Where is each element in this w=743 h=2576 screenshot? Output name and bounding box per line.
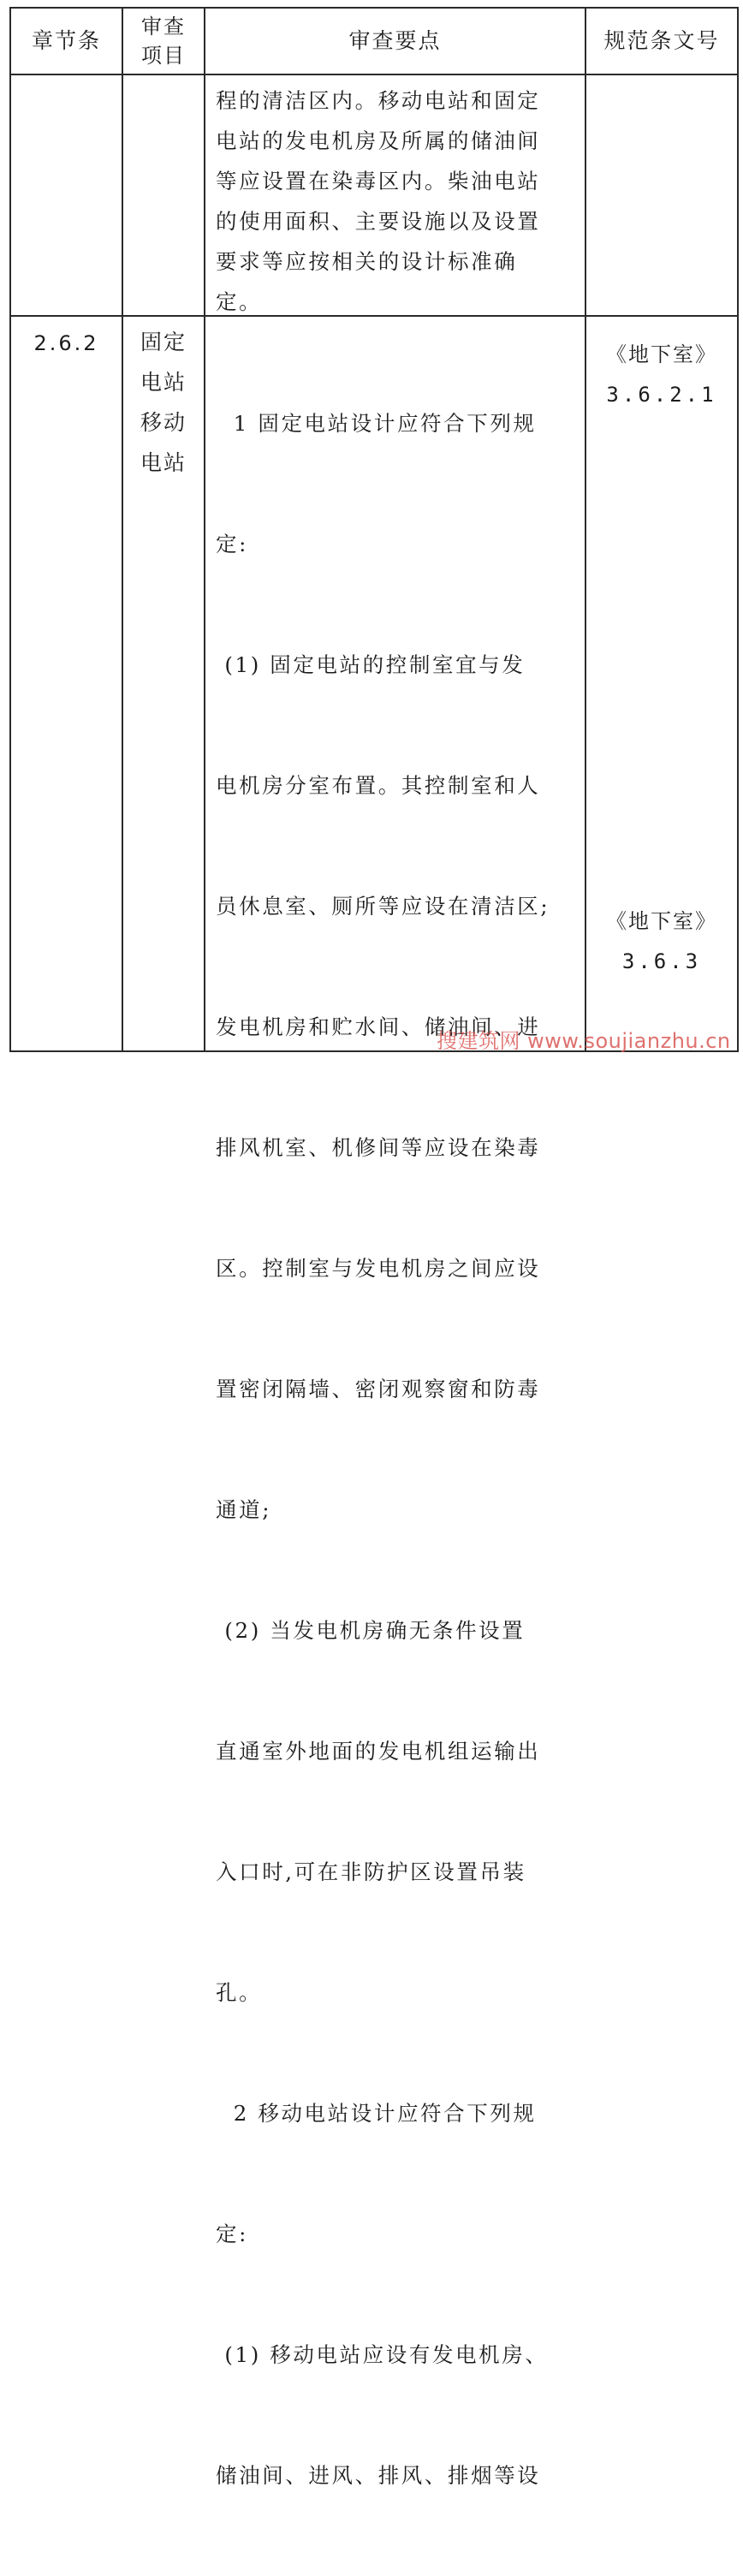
text-line: 员休息室、厕所等应设在清洁区; [216, 894, 550, 919]
reference-1 [586, 335, 737, 415]
text-line: (1) 移动电站应设有发电机房、 [216, 2342, 549, 2367]
col-divider-3 [585, 9, 586, 1050]
text-line: 发电机房和贮水间、储油间、进 [216, 1014, 541, 1039]
header-divider [11, 74, 737, 75]
text-line: 区。控制室与发电机房之间应设 [216, 1256, 541, 1281]
reference-2 [586, 901, 737, 982]
reference-2-title: 《地下室》 [606, 909, 717, 933]
reference-1-code: 3.6.2.1 [606, 383, 717, 407]
text-line: (2) 当发电机房确无条件设置 [216, 1618, 526, 1643]
header-item-line2: 项目 [141, 44, 186, 68]
item-line: 移动 [140, 410, 187, 435]
text-line: 置密闭隔墙、密闭观察窗和防毒 [216, 1377, 541, 1401]
text-line: 1 固定电站设计应符合下列规 [216, 411, 537, 436]
header-reference [586, 9, 737, 74]
header-points [205, 9, 585, 74]
item-name [123, 322, 204, 483]
header-item-line1: 审查 [141, 15, 186, 39]
text-line: 电站的发电机房及所属的储油间 [216, 128, 541, 153]
text-line: 电机房分室布置。其控制室和人 [216, 773, 541, 798]
col-divider-1 [122, 9, 123, 1050]
continuation-text [216, 80, 582, 322]
header-points-label: 审查要点 [348, 28, 442, 53]
text-line: 定。 [216, 289, 263, 314]
item-line: 电站 [140, 370, 187, 395]
review-table [9, 7, 739, 2488]
text-line: 定: [216, 2222, 248, 2246]
text-line: 储油间、进风、排风、排烟等设 [216, 2463, 541, 2488]
text-line: 入口时,可在非防护区设置吊装 [216, 1859, 526, 1884]
text-line: 定: [216, 532, 248, 556]
item-line: 固定 [140, 330, 187, 354]
section-number-text: 2.6.2 [33, 331, 99, 355]
text-line: 要求等应按相关的设计标准确 [216, 249, 518, 274]
site-watermark: 搜建筑网 www.soujianzhu.cn [437, 1029, 731, 1053]
section-number [11, 329, 122, 358]
header-item [123, 9, 204, 74]
reference-2-code: 3.6.3 [621, 949, 702, 973]
text-line: 排风机室、机修间等应设在染毒 [216, 1135, 541, 1160]
text-line: 程的清洁区内。移动电站和固定 [216, 88, 541, 113]
text-line: 通道; [216, 1497, 272, 1522]
header-reference-label: 规范条文号 [603, 28, 720, 53]
text-line: 的使用面积、主要设施以及设置 [216, 209, 541, 234]
text-line: 直通室外地面的发电机组运输出 [216, 1739, 541, 1764]
text-line: 等应设置在染毒区内。柴油电站 [216, 169, 541, 193]
col-divider-2 [204, 9, 205, 1050]
text-line: (1) 固定电站的控制室宜与发 [216, 652, 526, 677]
review-points-text [216, 323, 582, 2576]
item-line: 电站 [140, 450, 187, 475]
reference-1-title: 《地下室》 [606, 342, 717, 366]
header-section-label: 章节条 [31, 28, 101, 53]
header-section [11, 9, 122, 74]
text-line: 2 移动电站设计应符合下列规 [216, 2101, 537, 2126]
text-line: 孔。 [216, 1980, 263, 2005]
